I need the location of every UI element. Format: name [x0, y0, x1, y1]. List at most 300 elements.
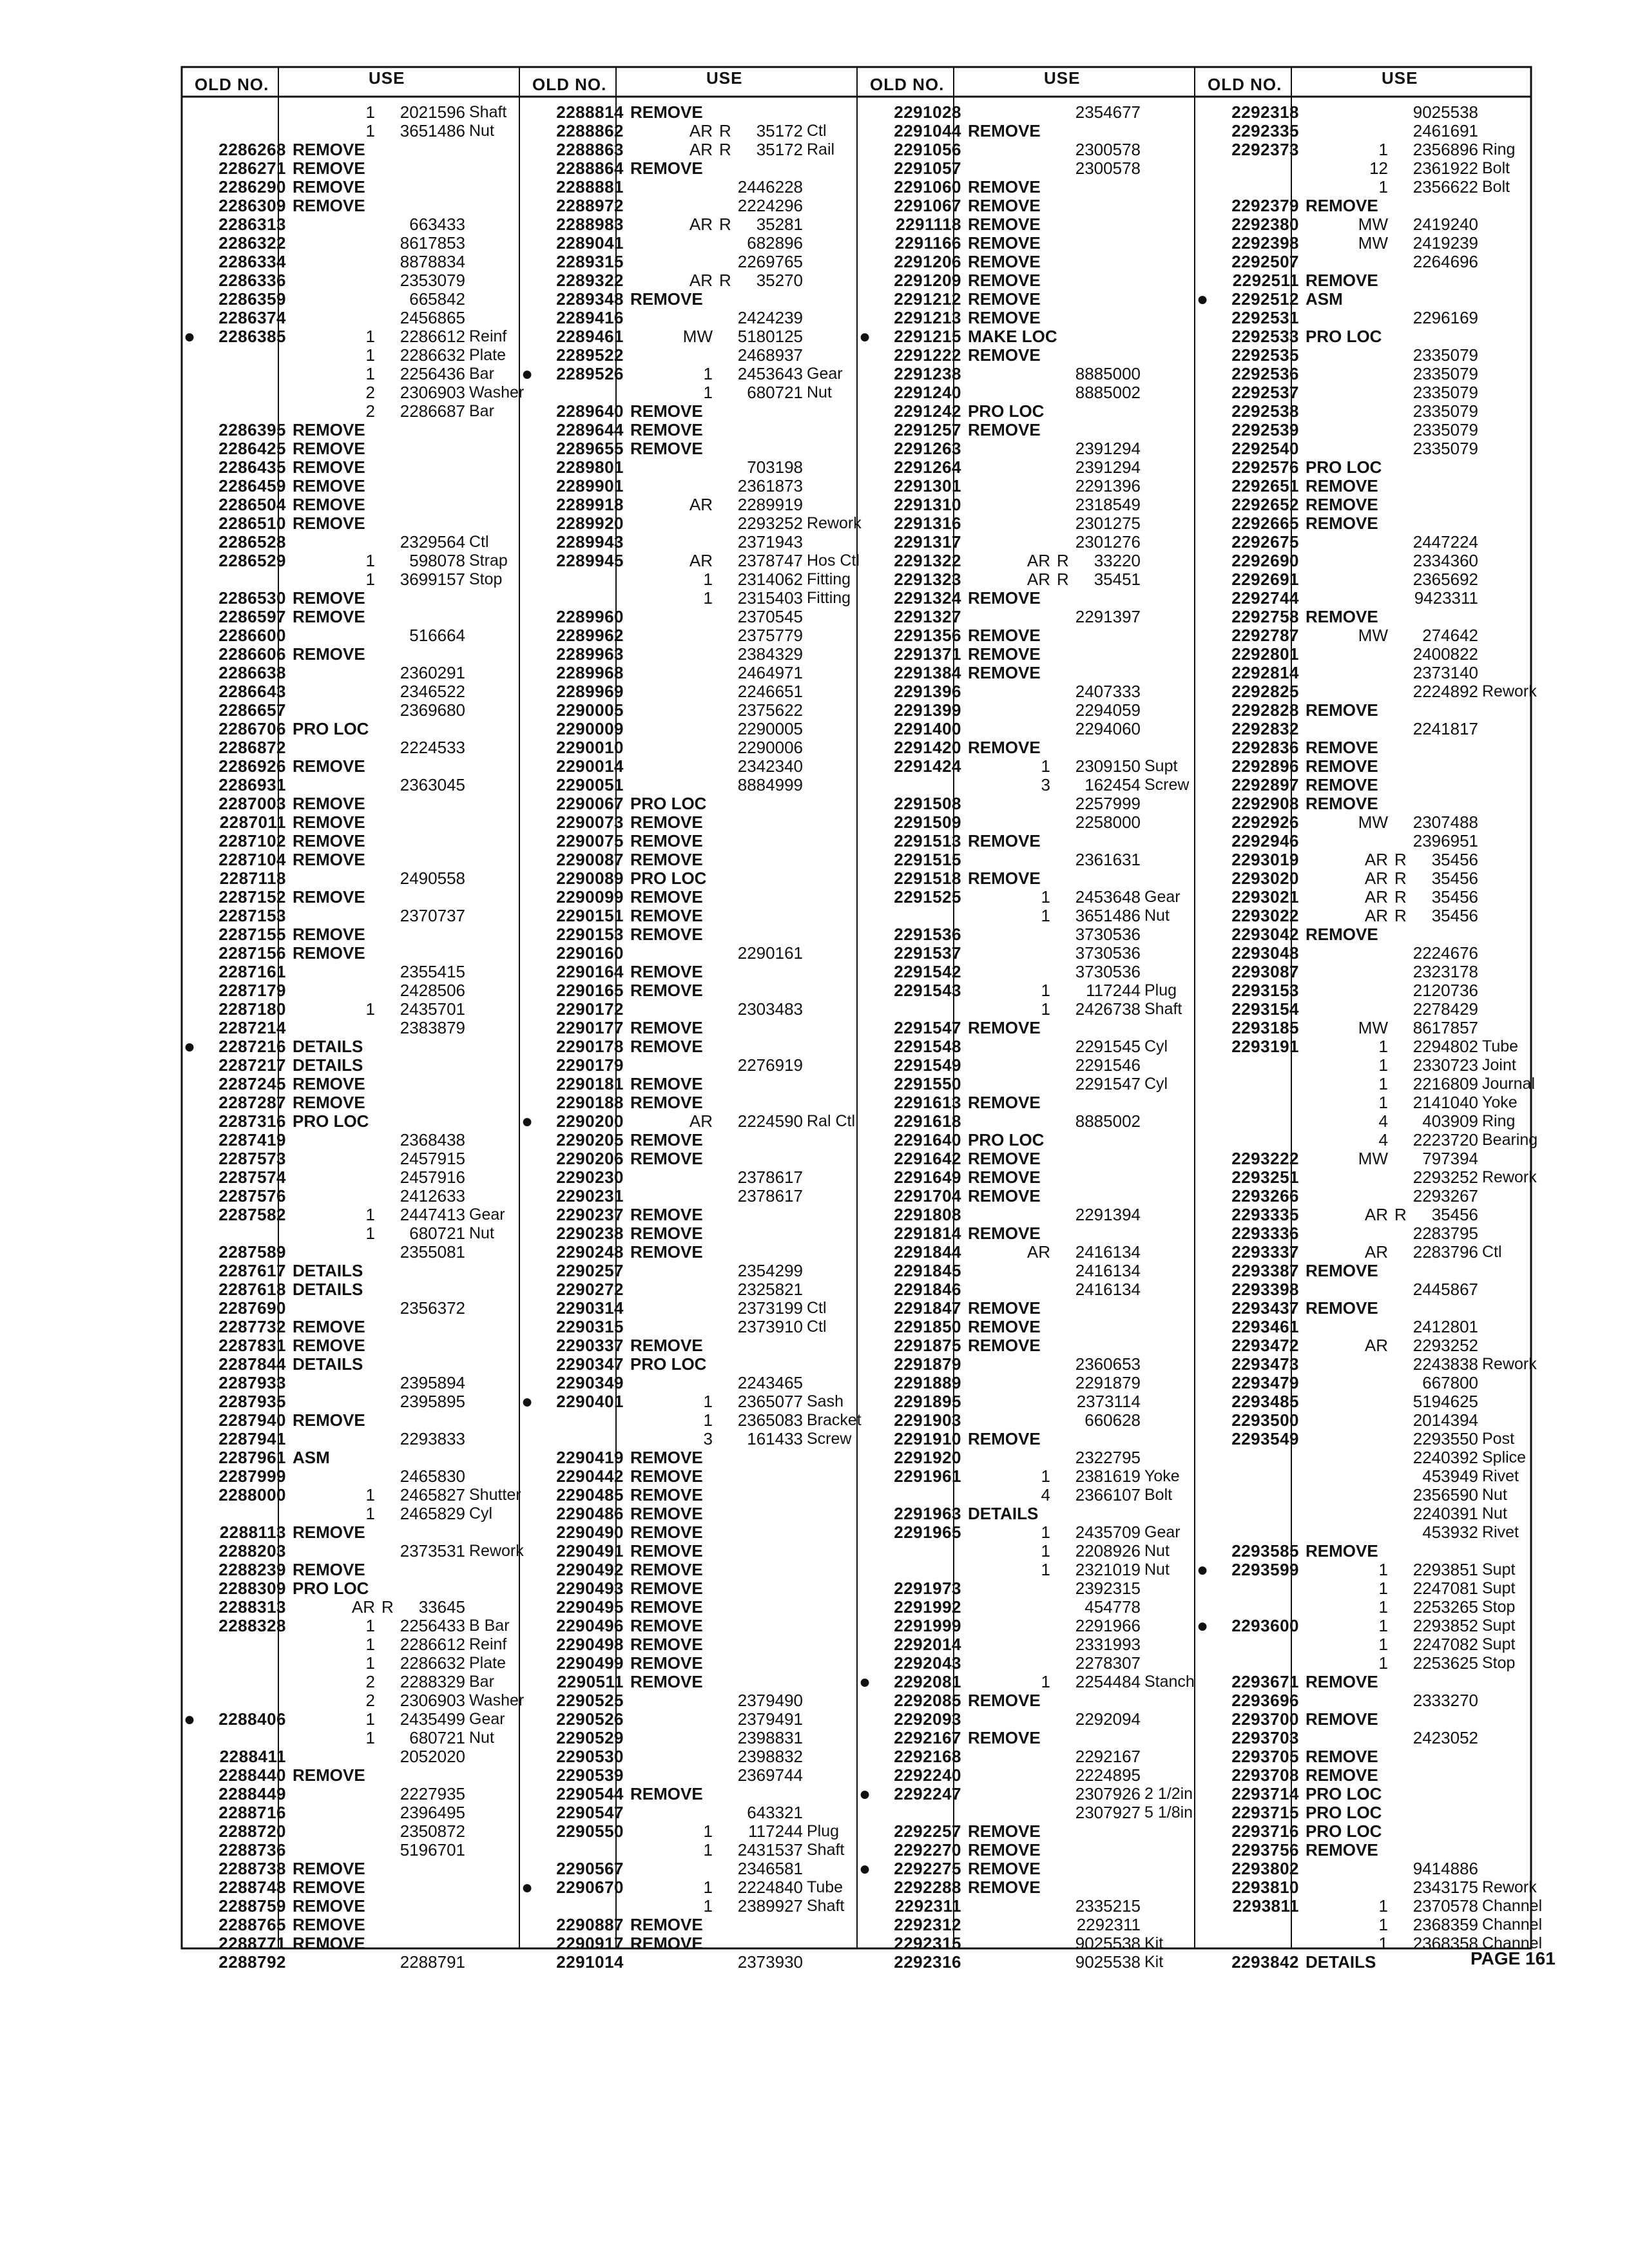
status-indicator: DETAILS — [293, 1354, 363, 1374]
new-part-number: 2224296 — [737, 196, 803, 215]
quantity: AR — [689, 1111, 713, 1131]
table-row — [857, 907, 1192, 925]
status-indicator: REMOVE — [293, 1410, 365, 1430]
new-part-number: 9423311 — [1414, 588, 1478, 608]
part-description: Stop — [1482, 1654, 1516, 1672]
part-description: Supt — [1482, 1617, 1516, 1635]
old-part-number: 2288881 — [556, 177, 624, 197]
new-part-number: 162454 — [1084, 775, 1141, 794]
table-row — [1195, 682, 1537, 701]
table-row — [1195, 869, 1530, 888]
table-row — [519, 626, 854, 645]
table-row — [182, 1485, 521, 1504]
new-part-number: 8617853 — [400, 233, 465, 253]
new-part-number: 2419240 — [1412, 215, 1478, 234]
table-row — [1195, 776, 1530, 794]
part-description: Supt — [1482, 1561, 1516, 1579]
table-row — [857, 159, 1192, 178]
status-indicator: REMOVE — [293, 439, 365, 458]
new-part-number: 2335079 — [1412, 364, 1478, 383]
old-part-number: 2287214 — [218, 1018, 286, 1037]
status-indicator: REMOVE — [293, 457, 365, 477]
old-part-number: 2291242 — [894, 401, 961, 421]
new-part-number: 2370578 — [1412, 1896, 1478, 1916]
new-part-number: 2375622 — [737, 700, 803, 720]
quantity: 1 — [365, 1485, 375, 1504]
new-part-number: 2465829 — [400, 1504, 465, 1523]
old-part-number: 2293472 — [1231, 1336, 1299, 1355]
old-part-number: 2291240 — [894, 383, 961, 402]
status-indicator: ASM — [293, 1448, 330, 1467]
old-part-number: 2287589 — [218, 1242, 286, 1262]
table-row — [857, 1897, 1192, 1916]
column-rows — [1195, 102, 1543, 1972]
old-part-number: 2286931 — [218, 775, 286, 794]
old-part-number: 2290526 — [556, 1709, 624, 1729]
old-part-number: 2291846 — [894, 1280, 961, 1299]
status-indicator: DETAILS — [293, 1280, 363, 1299]
table-row — [182, 458, 517, 477]
table-row — [1195, 1691, 1530, 1710]
header-use: USE — [369, 68, 405, 88]
old-part-number: 2286395 — [218, 420, 286, 439]
status-indicator: REMOVE — [293, 831, 365, 850]
old-part-number: 2290490 — [556, 1523, 624, 1542]
status-indicator: REMOVE — [630, 1579, 703, 1598]
part-description: Bar — [469, 365, 494, 383]
table-row — [1195, 290, 1530, 309]
old-part-number: 2286334 — [218, 252, 286, 271]
new-part-number: 2412801 — [1412, 1317, 1478, 1336]
quantity: 1 — [1378, 1074, 1388, 1093]
new-part-number: 2361922 — [1412, 159, 1478, 178]
old-part-number: 2287618 — [218, 1280, 286, 1299]
part-description: Cyl — [469, 1504, 493, 1523]
table-row — [519, 645, 854, 664]
old-part-number: 2292576 — [1231, 457, 1299, 477]
old-part-number: 2291420 — [894, 738, 961, 757]
column-3 — [857, 48, 1195, 1972]
column-header — [519, 68, 854, 98]
new-part-number: 5180125 — [737, 327, 803, 346]
old-part-number: 2290177 — [556, 1018, 624, 1037]
new-part-number: 2354677 — [1075, 102, 1141, 122]
table-row — [519, 1916, 854, 1934]
part-description: Bar — [469, 402, 494, 420]
table-row — [519, 1168, 854, 1187]
part-description: 2 1/2in — [1144, 1785, 1193, 1803]
old-part-number: 2290917 — [556, 1934, 624, 1953]
table-row — [857, 122, 1192, 140]
column-rows — [857, 102, 1195, 1972]
table-row — [857, 1392, 1192, 1411]
old-part-number: 2290485 — [556, 1485, 624, 1504]
part-description: Nut — [1482, 1504, 1507, 1523]
table-row — [519, 253, 854, 271]
old-part-number: 2290349 — [556, 1373, 624, 1392]
status-indicator: REMOVE — [630, 1018, 703, 1037]
part-description: Joint — [1482, 1056, 1516, 1074]
new-part-number: 453949 — [1422, 1466, 1478, 1486]
table-row — [182, 944, 517, 963]
new-part-number: 2224895 — [1075, 1765, 1141, 1785]
quantity: MW — [1358, 812, 1388, 832]
status-indicator: REMOVE — [1306, 1261, 1378, 1280]
old-part-number: 2291845 — [894, 1261, 961, 1280]
new-part-number: 2368358 — [1412, 1934, 1478, 1953]
table-row — [519, 888, 854, 907]
new-part-number: 2447413 — [400, 1205, 465, 1224]
table-row — [519, 1037, 854, 1056]
table-row — [519, 421, 854, 439]
old-part-number: 2290539 — [556, 1765, 624, 1785]
old-part-number: 2293087 — [1231, 962, 1299, 981]
table-row — [1195, 645, 1530, 664]
table-row — [857, 608, 1192, 626]
old-part-number: 2292511 — [1232, 271, 1299, 290]
quantity: 1 — [365, 102, 375, 122]
table-row — [1195, 439, 1530, 458]
new-part-number: 2331993 — [1075, 1635, 1141, 1654]
new-part-number: 2329564 — [400, 532, 465, 552]
quantity: 1 — [365, 364, 375, 383]
status-indicator: REMOVE — [293, 607, 365, 626]
status-indicator: REMOVE — [968, 644, 1041, 664]
new-part-number: 2306903 — [400, 1691, 465, 1710]
new-part-number: 2291879 — [1075, 1373, 1141, 1392]
old-part-number: 2288864 — [556, 159, 624, 178]
old-part-number: 2286459 — [218, 476, 286, 495]
table-row — [519, 1093, 854, 1112]
status-indicator: REMOVE — [1306, 794, 1378, 813]
part-description: Nut — [1144, 907, 1170, 925]
quantity: 2 — [365, 1672, 375, 1691]
new-part-number: 2396951 — [1412, 831, 1478, 850]
new-part-number: 598078 — [409, 551, 465, 570]
new-part-number: 2286612 — [400, 1635, 465, 1654]
table-row — [519, 402, 854, 421]
table-row — [519, 925, 854, 944]
quantity: AR — [1364, 887, 1388, 907]
table-row — [519, 1280, 854, 1299]
new-part-number: 2424239 — [737, 308, 803, 327]
new-part-number: 2283796 — [1412, 1242, 1478, 1262]
header-old-no: OLD NO. — [1208, 75, 1282, 94]
part-description: Hos Ctl — [807, 552, 860, 570]
table-row — [182, 327, 517, 346]
old-part-number: 2286706 — [218, 719, 286, 738]
old-part-number: 2291371 — [894, 644, 961, 664]
reference-flag: R — [381, 1597, 394, 1617]
quantity: 1 — [703, 1392, 713, 1411]
table-row — [857, 253, 1192, 271]
status-indicator: REMOVE — [293, 495, 365, 514]
old-part-number: 2291067 — [894, 196, 961, 215]
old-part-number: 2288113 — [219, 1523, 286, 1542]
table-row — [519, 477, 854, 495]
old-part-number: 2292335 — [1231, 121, 1299, 140]
table-row — [1195, 1130, 1538, 1149]
table-row — [519, 103, 854, 122]
reference-flag: R — [1394, 906, 1407, 925]
table-row — [857, 1486, 1192, 1504]
quantity: 1 — [703, 588, 713, 608]
old-part-number: 2292801 — [1231, 644, 1299, 664]
new-part-number: 2356372 — [400, 1298, 465, 1318]
table-row — [857, 197, 1192, 215]
status-indicator: REMOVE — [968, 1298, 1041, 1318]
table-row — [857, 720, 1192, 738]
table-row — [1195, 1467, 1530, 1486]
new-part-number: 2446228 — [737, 177, 803, 197]
status-indicator: REMOVE — [630, 1504, 703, 1523]
old-part-number: 2291704 — [894, 1186, 961, 1206]
new-part-number: 2309150 — [1075, 756, 1141, 776]
part-description: Ctl — [469, 533, 489, 551]
table-row — [1195, 1093, 1530, 1112]
old-part-number: 2288738 — [218, 1859, 286, 1878]
status-indicator: REMOVE — [968, 1691, 1041, 1710]
old-part-number: 2290164 — [556, 962, 624, 981]
status-indicator: REMOVE — [630, 1541, 703, 1561]
status-indicator: REMOVE — [630, 1242, 703, 1262]
old-part-number: 2289943 — [556, 532, 624, 552]
table-row — [519, 1149, 854, 1168]
new-part-number: 2292094 — [1075, 1709, 1141, 1729]
old-part-number: 2287118 — [219, 869, 286, 888]
old-part-number: 2291547 — [894, 1018, 961, 1037]
status-indicator: PRO LOC — [630, 869, 707, 888]
table-row — [519, 813, 854, 832]
table-row — [519, 365, 854, 383]
quantity: MW — [1358, 1018, 1388, 1037]
new-part-number: 2334360 — [1412, 551, 1478, 570]
old-part-number: 2292512 — [1231, 289, 1299, 309]
old-part-number: 2289640 — [556, 401, 624, 421]
table-row — [857, 888, 1192, 907]
new-part-number: 2468937 — [737, 345, 803, 365]
old-part-number: 2291525 — [894, 887, 961, 907]
part-description: Fitting — [807, 570, 851, 588]
old-part-number: 2290887 — [556, 1915, 624, 1934]
new-part-number: 2381619 — [1075, 1466, 1141, 1486]
old-part-number: 2291323 — [894, 570, 961, 589]
table-row — [519, 327, 854, 346]
header-use: USE — [1382, 68, 1418, 88]
part-description: B Bar — [469, 1617, 510, 1635]
table-row — [857, 1318, 1192, 1336]
part-description: Gear — [469, 1206, 505, 1224]
old-part-number: 2291212 — [894, 289, 961, 309]
table-row — [519, 290, 854, 309]
status-indicator: REMOVE — [293, 1859, 365, 1878]
table-row — [1195, 1318, 1530, 1336]
header-old-no: OLD NO. — [195, 75, 269, 94]
table-row — [1195, 720, 1530, 738]
old-part-number: 2287011 — [219, 812, 286, 832]
old-part-number: 2293387 — [1231, 1261, 1299, 1280]
old-part-number: 2293716 — [1231, 1821, 1299, 1841]
new-part-number: 2395894 — [400, 1373, 465, 1392]
table-row — [1195, 327, 1530, 346]
table-row — [519, 1410, 862, 1430]
old-part-number: 2290200 — [556, 1111, 624, 1131]
table-row — [182, 1112, 517, 1131]
old-part-number: 2291961 — [894, 1466, 961, 1486]
table-row — [182, 197, 517, 215]
new-part-number: 2293851 — [1412, 1560, 1478, 1579]
old-part-number: 2291895 — [894, 1392, 961, 1411]
table-row — [519, 178, 854, 197]
old-part-number: 2286359 — [218, 289, 286, 309]
old-part-number: 2290073 — [556, 812, 624, 832]
status-indicator: REMOVE — [630, 1466, 703, 1486]
old-part-number: 2290206 — [556, 1149, 624, 1168]
new-part-number: 2373910 — [737, 1317, 803, 1336]
old-part-number: 2293708 — [1231, 1765, 1299, 1785]
status-indicator: DETAILS — [293, 1037, 363, 1056]
new-part-number: 2373140 — [1412, 663, 1478, 682]
old-part-number: 2290014 — [556, 756, 624, 776]
status-indicator: REMOVE — [630, 1485, 703, 1504]
new-part-number: 2378617 — [737, 1168, 803, 1187]
table-row — [182, 925, 517, 944]
part-description: Journal — [1482, 1075, 1535, 1093]
old-part-number: 2288863 — [556, 140, 624, 159]
part-description: Nut — [807, 383, 832, 401]
old-part-number: 2286529 — [218, 551, 286, 570]
new-part-number: 2396495 — [400, 1803, 465, 1822]
table-row — [1195, 1262, 1530, 1280]
table-row — [1195, 309, 1530, 327]
new-part-number: 680721 — [747, 383, 803, 402]
old-part-number: 2293337 — [1231, 1242, 1299, 1262]
quantity: 1 — [1378, 1653, 1388, 1673]
part-description: Gear — [1144, 1523, 1181, 1541]
old-part-number: 2291060 — [894, 177, 961, 197]
table-row — [857, 1691, 1192, 1710]
table-row — [519, 1635, 854, 1654]
old-part-number: 2291513 — [894, 831, 961, 850]
old-part-number: 2292538 — [1231, 401, 1299, 421]
old-part-number: 2287844 — [218, 1354, 286, 1374]
table-row — [857, 1206, 1192, 1224]
table-row — [182, 1037, 517, 1056]
old-part-number: 2287003 — [218, 794, 286, 813]
new-part-number: 2457915 — [400, 1149, 465, 1168]
old-part-number: 2287935 — [218, 1392, 286, 1411]
table-row — [1195, 1598, 1530, 1617]
table-row — [1195, 402, 1530, 421]
table-row — [857, 290, 1192, 309]
new-part-number: 2293252 — [1412, 1168, 1478, 1187]
table-row — [182, 1897, 517, 1916]
status-indicator: REMOVE — [630, 159, 703, 178]
old-part-number: 2291222 — [894, 345, 961, 365]
old-part-number: 2290567 — [556, 1859, 624, 1878]
quantity: 1 — [365, 121, 375, 140]
old-part-number: 2292897 — [1231, 775, 1299, 794]
old-part-number: 2292828 — [1231, 700, 1299, 720]
column-1 — [182, 48, 525, 1972]
table-row — [182, 738, 517, 757]
new-part-number: 35456 — [1431, 850, 1478, 869]
new-part-number: 2290006 — [737, 738, 803, 757]
old-part-number: 2286309 — [218, 196, 286, 215]
status-indicator: REMOVE — [968, 1149, 1041, 1168]
new-part-number: 2240392 — [1412, 1448, 1478, 1467]
new-part-number: 2392315 — [1075, 1579, 1141, 1598]
new-part-number: 2256433 — [400, 1616, 465, 1635]
table-row — [857, 1299, 1192, 1318]
table-row — [1195, 197, 1530, 215]
status-indicator: REMOVE — [630, 925, 703, 944]
new-part-number: 2307488 — [1412, 812, 1478, 832]
old-part-number: 2290401 — [556, 1392, 624, 1411]
old-part-number: 2289945 — [556, 551, 624, 570]
table-row — [519, 1355, 854, 1374]
table-row — [857, 234, 1192, 253]
table-row — [182, 1766, 517, 1785]
old-part-number: 2291992 — [894, 1597, 961, 1617]
table-row — [857, 1262, 1192, 1280]
new-part-number: 2293852 — [1412, 1616, 1478, 1635]
table-row — [182, 1056, 517, 1075]
table-row — [182, 1168, 517, 1187]
old-part-number: 2291508 — [894, 794, 961, 813]
status-indicator: REMOVE — [293, 1878, 365, 1897]
quantity: 2 — [365, 383, 375, 402]
status-indicator: PRO LOC — [968, 401, 1045, 421]
new-part-number: 2378617 — [737, 1186, 803, 1206]
new-part-number: 2278307 — [1075, 1653, 1141, 1673]
table-row — [182, 1411, 517, 1430]
table-row — [857, 514, 1192, 533]
quantity: MW — [1358, 233, 1388, 253]
new-part-number: 35172 — [756, 140, 803, 159]
status-indicator: REMOVE — [1306, 1298, 1378, 1318]
table-row — [1195, 963, 1530, 981]
old-part-number: 2291550 — [894, 1074, 961, 1093]
table-row — [1195, 1354, 1537, 1374]
old-part-number: 2287156 — [218, 943, 286, 963]
old-part-number: 2291549 — [894, 1055, 961, 1075]
table-row — [182, 1392, 517, 1411]
part-description: Shutter — [469, 1486, 521, 1504]
new-part-number: 516664 — [409, 626, 465, 645]
quantity: 1 — [1378, 1579, 1388, 1598]
new-part-number: 2291394 — [1075, 1205, 1141, 1224]
new-part-number: 3730536 — [1075, 943, 1141, 963]
new-part-number: 2356896 — [1412, 140, 1478, 159]
quantity: 1 — [1041, 999, 1050, 1019]
old-part-number: 2293461 — [1231, 1317, 1299, 1336]
table-row — [519, 1897, 854, 1916]
new-part-number: 2355415 — [400, 962, 465, 981]
old-part-number: 2286290 — [218, 177, 286, 197]
table-row — [1195, 1168, 1537, 1187]
old-part-number: 2291847 — [894, 1298, 961, 1318]
old-part-number: 2292926 — [1231, 812, 1299, 832]
status-indicator: REMOVE — [630, 812, 703, 832]
table-row — [519, 664, 854, 682]
old-part-number: 2292312 — [894, 1915, 961, 1934]
old-part-number: 2293802 — [1231, 1859, 1299, 1878]
part-description: Washer — [469, 1691, 525, 1709]
table-row — [1195, 701, 1530, 720]
old-part-number: 2293756 — [1231, 1840, 1299, 1860]
new-part-number: 2290161 — [737, 943, 803, 963]
